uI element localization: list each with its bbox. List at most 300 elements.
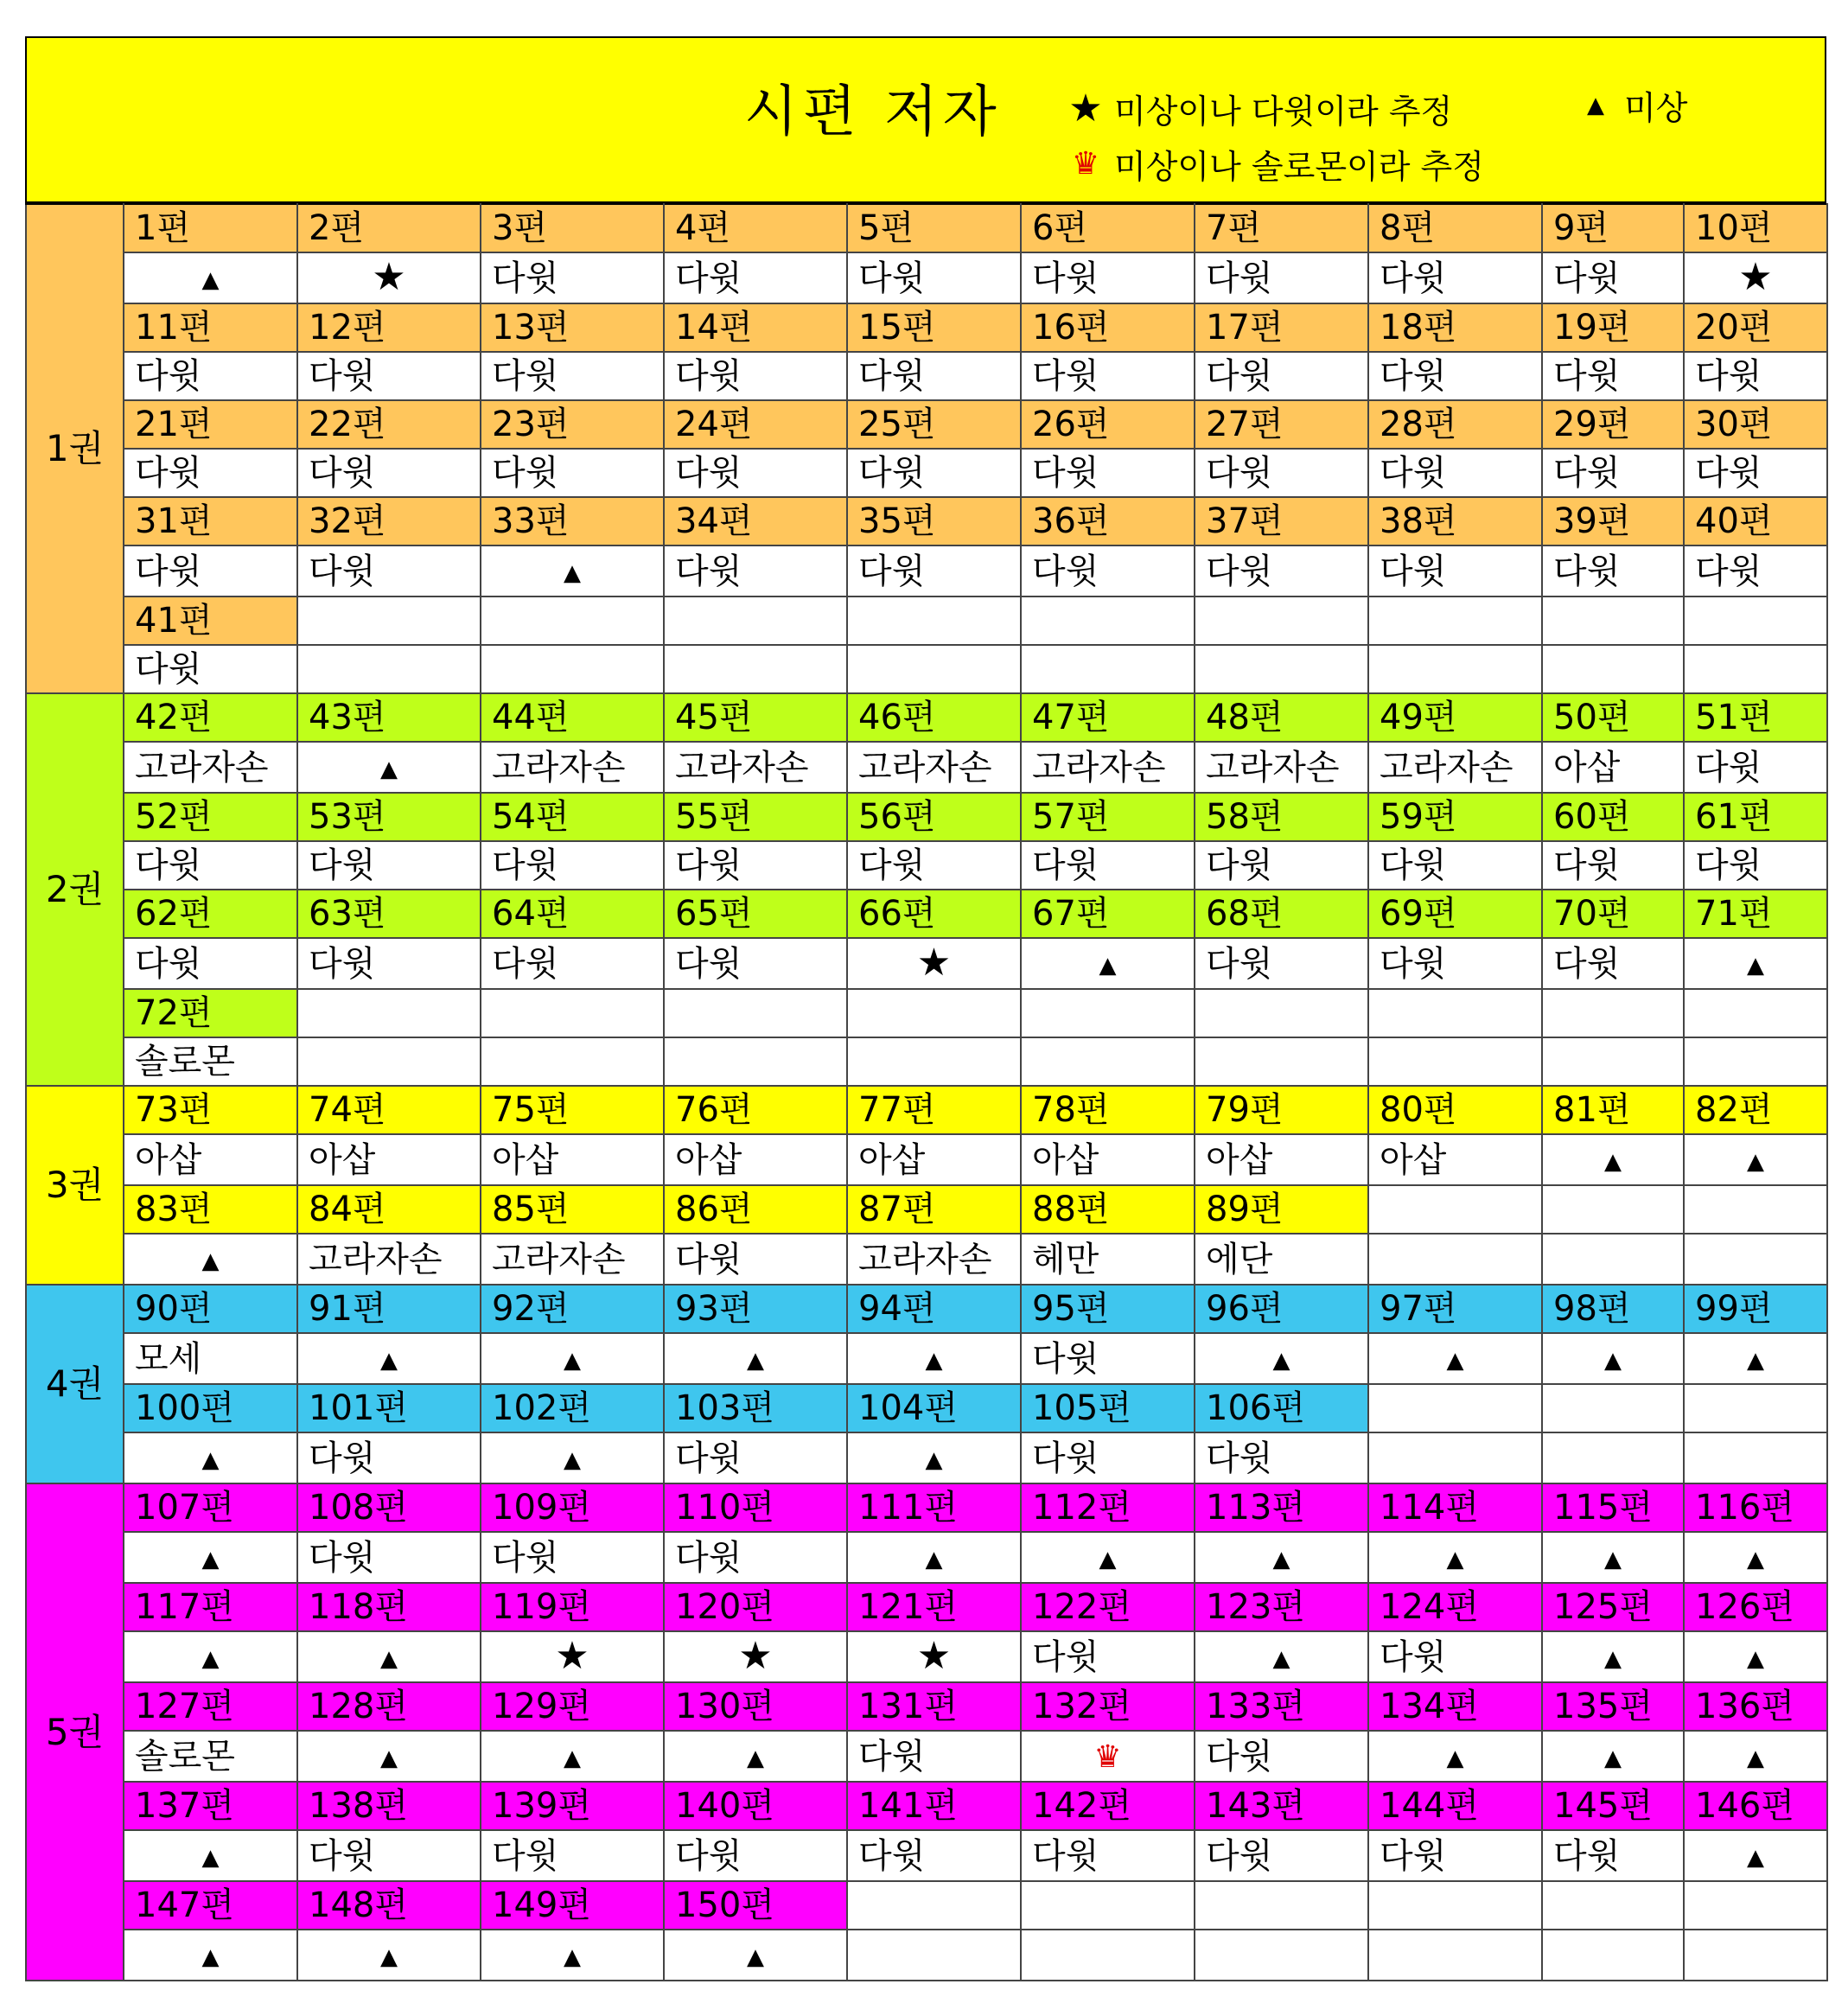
psalm-number-cell: 111편	[847, 1483, 1021, 1532]
star-icon: ★	[916, 1634, 952, 1678]
empty-cell	[1195, 1930, 1368, 1981]
author-name: 다윗	[675, 453, 742, 493]
author-cell	[1195, 1333, 1368, 1384]
author-name: 다윗	[1380, 258, 1447, 298]
empty-cell	[664, 597, 847, 645]
psalm-number-cell: 7편	[1195, 204, 1368, 252]
psalm-number-cell: 46편	[847, 693, 1021, 742]
author-cell	[1542, 1631, 1684, 1682]
author-cell	[1542, 252, 1684, 303]
author-cell	[1368, 1134, 1542, 1185]
psalm-number-row	[26, 989, 1827, 1037]
legend-label: 미상이나 솔로몬이라 추정	[1114, 148, 1484, 186]
author-row	[26, 1631, 1827, 1682]
psalm-number-cell: 91편	[297, 1285, 481, 1333]
author-cell	[297, 1234, 481, 1285]
author-name: 다윗	[135, 356, 202, 396]
author-cell	[1195, 1731, 1368, 1782]
author-name: 다윗	[492, 453, 559, 493]
author-name: 다윗	[492, 356, 559, 396]
psalm-number-cell: 16편	[1021, 303, 1195, 352]
author-cell	[847, 742, 1021, 793]
author-name: 고라자손	[309, 1239, 443, 1279]
author-cell	[1195, 938, 1368, 989]
author-name: 다윗	[858, 258, 926, 298]
author-cell	[664, 841, 847, 890]
author-name: 다윗	[1695, 747, 1762, 788]
author-cell	[847, 1333, 1021, 1384]
psalm-number-cell: 33편	[481, 497, 664, 545]
psalm-number-cell: 143편	[1195, 1782, 1368, 1830]
author-cell	[1368, 1532, 1542, 1583]
psalm-number-cell: 130편	[664, 1682, 847, 1731]
author-cell	[664, 1134, 847, 1185]
author-cell	[847, 252, 1021, 303]
author-cell	[124, 1631, 297, 1682]
triangle-icon: ▲	[1272, 1646, 1290, 1672]
psalm-number-cell: 77편	[847, 1086, 1021, 1134]
author-name: 다윗	[1032, 1636, 1099, 1677]
author-row	[26, 938, 1827, 989]
psalm-number-cell: 45편	[664, 693, 847, 742]
author-cell	[297, 841, 481, 890]
author-cell	[1021, 1234, 1195, 1285]
author-name: 아삽	[1206, 1139, 1273, 1180]
author-name: 다윗	[1032, 258, 1099, 298]
author-cell	[1195, 841, 1368, 890]
empty-cell	[1684, 1384, 1827, 1432]
author-name: 아삽	[675, 1139, 742, 1180]
psalm-number-cell: 36편	[1021, 497, 1195, 545]
triangle-icon: ▲	[380, 1348, 398, 1374]
author-cell	[1368, 1333, 1542, 1384]
author-cell	[847, 841, 1021, 890]
psalm-number-cell: 81편	[1542, 1086, 1684, 1134]
author-cell	[1684, 1134, 1827, 1185]
author-row	[26, 1830, 1827, 1881]
author-cell	[124, 1333, 297, 1384]
triangle-icon: ▲	[1272, 1547, 1290, 1573]
author-cell	[481, 352, 664, 400]
psalm-number-cell: 117편	[124, 1583, 297, 1631]
author-cell	[1542, 545, 1684, 597]
author-cell	[481, 1234, 664, 1285]
triangle-icon: ▲	[1604, 1745, 1622, 1771]
psalm-number-cell: 82편	[1684, 1086, 1827, 1134]
author-cell	[124, 252, 297, 303]
author-row	[26, 1134, 1827, 1185]
author-cell	[1542, 352, 1684, 400]
psalm-number-cell: 149편	[481, 1881, 664, 1930]
author-name: 다윗	[1380, 1636, 1447, 1677]
psalm-number-cell: 66편	[847, 890, 1021, 938]
psalm-number-cell: 109편	[481, 1483, 664, 1532]
psalm-number-cell: 62편	[124, 890, 297, 938]
psalm-number-cell: 119편	[481, 1583, 664, 1631]
triangle-icon: ▲	[1272, 1348, 1290, 1374]
author-cell	[1684, 1830, 1827, 1881]
triangle-icon: ▲	[201, 1646, 220, 1672]
triangle-icon: ▲	[1747, 1547, 1764, 1573]
empty-cell	[664, 1037, 847, 1086]
empty-cell	[1195, 1881, 1368, 1930]
author-name: 다윗	[1206, 551, 1273, 591]
empty-cell	[1195, 597, 1368, 645]
psalm-number-cell: 106편	[1195, 1384, 1368, 1432]
psalm-number-cell: 8편	[1368, 204, 1542, 252]
empty-cell	[1542, 1037, 1684, 1086]
psalm-number-row	[26, 1285, 1827, 1333]
author-name: 다윗	[675, 1239, 742, 1279]
psalm-number-cell: 10편	[1684, 204, 1827, 252]
author-cell	[847, 1631, 1021, 1682]
author-cell	[1684, 352, 1827, 400]
author-cell	[1021, 742, 1195, 793]
crown-icon: ♛	[1071, 146, 1100, 182]
author-cell	[1021, 545, 1195, 597]
psalm-number-cell: 32편	[297, 497, 481, 545]
psalm-number-cell: 100편	[124, 1384, 297, 1432]
triangle-icon: ▲	[1446, 1745, 1464, 1771]
author-name: 다윗	[1380, 453, 1447, 493]
empty-cell	[481, 645, 664, 693]
empty-cell	[1542, 645, 1684, 693]
psalm-number-cell: 41편	[124, 597, 297, 645]
psalm-number-cell: 49편	[1368, 693, 1542, 742]
psalm-number-cell: 68편	[1195, 890, 1368, 938]
empty-cell	[847, 1930, 1021, 1981]
empty-cell	[1542, 1930, 1684, 1981]
author-cell	[1195, 1134, 1368, 1185]
sheet-header	[25, 36, 1826, 203]
psalm-number-cell: 87편	[847, 1185, 1021, 1234]
author-cell	[1542, 1134, 1684, 1185]
psalm-number-cell: 21편	[124, 400, 297, 449]
psalm-number-cell: 35편	[847, 497, 1021, 545]
author-row	[26, 545, 1827, 597]
triangle-icon: ▲	[747, 1745, 764, 1771]
psalm-number-cell: 105편	[1021, 1384, 1195, 1432]
volume-label: 1권	[26, 204, 124, 693]
triangle-icon: ▲	[925, 1547, 943, 1573]
author-cell	[1021, 1731, 1195, 1782]
psalm-number-cell: 94편	[847, 1285, 1021, 1333]
author-name: 다윗	[858, 1835, 926, 1876]
psalm-number-row	[26, 793, 1827, 841]
author-name: 다윗	[675, 258, 742, 298]
psalm-number-cell: 43편	[297, 693, 481, 742]
psalm-number-cell: 134편	[1368, 1682, 1542, 1731]
psalm-number-row	[26, 497, 1827, 545]
psalm-number-cell: 25편	[847, 400, 1021, 449]
psalm-number-cell: 90편	[124, 1285, 297, 1333]
psalm-number-cell: 12편	[297, 303, 481, 352]
author-cell	[664, 1333, 847, 1384]
author-name: 헤만	[1032, 1239, 1099, 1279]
psalm-number-cell: 129편	[481, 1682, 664, 1731]
psalm-number-cell: 98편	[1542, 1285, 1684, 1333]
psalm-authors-sheet	[25, 36, 1826, 1981]
author-cell	[297, 1930, 481, 1981]
psalm-number-cell: 54편	[481, 793, 664, 841]
author-name: 다윗	[309, 1537, 376, 1578]
author-name: 다윗	[1380, 551, 1447, 591]
triangle-icon: ▲	[925, 1447, 943, 1473]
crown-icon: ♛	[1093, 1738, 1122, 1775]
author-cell	[847, 938, 1021, 989]
author-name: 아삽	[1032, 1139, 1099, 1180]
author-cell	[847, 1830, 1021, 1881]
empty-cell	[847, 989, 1021, 1037]
legend-label: 미상	[1624, 89, 1688, 127]
psalm-number-cell: 133편	[1195, 1682, 1368, 1731]
psalm-number-cell: 122편	[1021, 1583, 1195, 1631]
author-name: 다윗	[309, 1835, 376, 1876]
triangle-icon: ▲	[201, 267, 220, 293]
psalm-number-cell: 107편	[124, 1483, 297, 1532]
author-name: 다윗	[1206, 258, 1273, 298]
psalm-number-cell: 44편	[481, 693, 664, 742]
empty-cell	[1542, 1432, 1684, 1483]
empty-cell	[1684, 1185, 1827, 1234]
author-name: 다윗	[309, 1438, 376, 1478]
empty-cell	[1684, 597, 1827, 645]
psalm-number-cell: 112편	[1021, 1483, 1195, 1532]
author-cell	[1542, 449, 1684, 497]
psalm-number-cell: 124편	[1368, 1583, 1542, 1631]
psalm-number-cell: 1편	[124, 204, 297, 252]
psalm-number-cell: 93편	[664, 1285, 847, 1333]
triangle-icon: ▲	[1604, 1547, 1622, 1573]
author-cell	[1542, 1532, 1684, 1583]
psalm-number-cell: 13편	[481, 303, 664, 352]
author-name: 다윗	[309, 943, 376, 984]
author-name: 다윗	[858, 453, 926, 493]
star-icon: ★	[916, 941, 952, 985]
author-cell	[1684, 252, 1827, 303]
author-name: 에단	[1206, 1239, 1273, 1279]
author-name: 다윗	[1380, 1835, 1447, 1876]
psalm-number-cell: 37편	[1195, 497, 1368, 545]
psalm-number-cell: 86편	[664, 1185, 847, 1234]
psalm-number-cell: 57편	[1021, 793, 1195, 841]
author-cell	[847, 1731, 1021, 1782]
empty-cell	[1368, 1185, 1542, 1234]
triangle-icon: ▲	[1446, 1547, 1464, 1573]
empty-cell	[297, 1037, 481, 1086]
author-cell	[1368, 742, 1542, 793]
psalm-number-cell: 63편	[297, 890, 481, 938]
author-cell	[1542, 841, 1684, 890]
author-cell	[481, 1631, 664, 1682]
author-name: 다윗	[675, 1835, 742, 1876]
author-name: 다윗	[1206, 356, 1273, 396]
author-cell	[297, 1731, 481, 1782]
author-name: 다윗	[1553, 943, 1621, 984]
author-name: 다윗	[1553, 258, 1621, 298]
triangle-icon: ▲	[564, 1745, 581, 1771]
author-name: 다윗	[1032, 551, 1099, 591]
author-cell	[1684, 1333, 1827, 1384]
psalm-number-row	[26, 204, 1827, 252]
empty-cell	[1684, 989, 1827, 1037]
psalm-number-cell: 65편	[664, 890, 847, 938]
psalm-number-cell: 89편	[1195, 1185, 1368, 1234]
psalm-number-cell: 47편	[1021, 693, 1195, 742]
author-name: 다윗	[675, 845, 742, 885]
author-cell	[124, 742, 297, 793]
psalm-number-cell: 113편	[1195, 1483, 1368, 1532]
psalm-number-cell: 18편	[1368, 303, 1542, 352]
author-cell	[1021, 252, 1195, 303]
author-cell	[297, 1830, 481, 1881]
author-name: 고라자손	[1206, 747, 1340, 788]
author-cell	[1684, 742, 1827, 793]
author-cell	[1684, 841, 1827, 890]
author-cell	[1021, 1333, 1195, 1384]
psalm-number-cell: 2편	[297, 204, 481, 252]
author-cell	[847, 1532, 1021, 1583]
author-name: 아삽	[309, 1139, 376, 1180]
author-name: 다윗	[1206, 845, 1273, 885]
empty-cell	[1195, 989, 1368, 1037]
author-cell	[1195, 1234, 1368, 1285]
author-cell	[297, 352, 481, 400]
triangle-icon: ▲	[564, 560, 581, 586]
author-name: 고라자손	[492, 747, 626, 788]
psalm-number-cell: 48편	[1195, 693, 1368, 742]
author-row	[26, 742, 1827, 793]
psalm-number-cell: 75편	[481, 1086, 664, 1134]
author-cell	[1021, 1532, 1195, 1583]
author-name: 다윗	[1032, 1338, 1099, 1379]
author-name: 다윗	[135, 551, 202, 591]
psalm-number-cell: 95편	[1021, 1285, 1195, 1333]
author-cell	[124, 841, 297, 890]
author-name: 다윗	[1206, 1438, 1273, 1478]
empty-cell	[1021, 1930, 1195, 1981]
author-cell	[1195, 1432, 1368, 1483]
author-cell	[1542, 1830, 1684, 1881]
psalm-number-cell: 58편	[1195, 793, 1368, 841]
author-cell	[847, 1234, 1021, 1285]
empty-cell	[1542, 1185, 1684, 1234]
psalm-number-cell: 73편	[124, 1086, 297, 1134]
triangle-icon: ▲	[1587, 92, 1604, 118]
author-name: 다윗	[492, 1835, 559, 1876]
empty-cell	[1021, 1881, 1195, 1930]
triangle-icon: ▲	[564, 1447, 581, 1473]
psalm-number-cell: 71편	[1684, 890, 1827, 938]
author-cell	[664, 1830, 847, 1881]
author-name: 다윗	[1553, 453, 1621, 493]
psalm-number-cell: 39편	[1542, 497, 1684, 545]
psalm-number-cell: 101편	[297, 1384, 481, 1432]
psalm-number-cell: 79편	[1195, 1086, 1368, 1134]
psalm-number-cell: 138편	[297, 1782, 481, 1830]
psalm-number-cell: 20편	[1684, 303, 1827, 352]
psalm-number-cell: 131편	[847, 1682, 1021, 1731]
psalm-number-cell: 141편	[847, 1782, 1021, 1830]
psalm-number-cell: 61편	[1684, 793, 1827, 841]
author-name: 다윗	[135, 453, 202, 493]
empty-cell	[1021, 989, 1195, 1037]
empty-cell	[1368, 989, 1542, 1037]
psalm-number-cell: 74편	[297, 1086, 481, 1134]
psalm-number-cell: 42편	[124, 693, 297, 742]
author-cell	[1368, 1830, 1542, 1881]
author-name: 다윗	[1206, 1736, 1273, 1777]
star-icon: ★	[1068, 86, 1103, 131]
author-cell	[1021, 1432, 1195, 1483]
star-icon: ★	[738, 1634, 773, 1678]
psalm-number-cell: 52편	[124, 793, 297, 841]
psalm-number-row	[26, 400, 1827, 449]
psalm-number-cell: 55편	[664, 793, 847, 841]
psalm-author-table	[25, 203, 1828, 1981]
author-cell	[297, 252, 481, 303]
author-cell	[297, 449, 481, 497]
author-name: 고라자손	[135, 747, 269, 788]
author-cell	[481, 1432, 664, 1483]
triangle-icon: ▲	[1099, 953, 1117, 979]
author-cell	[297, 742, 481, 793]
author-cell	[297, 938, 481, 989]
psalm-number-cell: 116편	[1684, 1483, 1827, 1532]
author-cell	[481, 1134, 664, 1185]
author-cell	[664, 1234, 847, 1285]
author-cell	[1195, 742, 1368, 793]
empty-cell	[1021, 645, 1195, 693]
empty-cell	[1542, 1881, 1684, 1930]
volume-label: 2권	[26, 693, 124, 1086]
author-name: 다윗	[1380, 845, 1447, 885]
triangle-icon: ▲	[201, 1547, 220, 1573]
author-cell	[847, 1134, 1021, 1185]
triangle-icon: ▲	[1747, 1348, 1764, 1374]
author-name: 다윗	[858, 551, 926, 591]
psalm-number-cell: 4편	[664, 204, 847, 252]
author-cell	[124, 1432, 297, 1483]
author-name: 다윗	[675, 1438, 742, 1478]
empty-cell	[1368, 1234, 1542, 1285]
psalm-number-row	[26, 1881, 1827, 1930]
empty-cell	[1542, 1384, 1684, 1432]
author-cell	[1021, 1134, 1195, 1185]
author-cell	[664, 1631, 847, 1682]
author-name: 다윗	[135, 943, 202, 984]
psalm-number-cell: 53편	[297, 793, 481, 841]
empty-cell	[1684, 1432, 1827, 1483]
author-row	[26, 1432, 1827, 1483]
author-name: 고라자손	[1380, 747, 1513, 788]
legend-item-unknown	[1574, 81, 1687, 129]
author-cell	[1542, 1333, 1684, 1384]
triangle-icon: ▲	[925, 1348, 943, 1374]
psalm-number-cell: 144편	[1368, 1782, 1542, 1830]
psalm-number-cell: 64편	[481, 890, 664, 938]
author-cell	[481, 1731, 664, 1782]
empty-cell	[664, 989, 847, 1037]
page-title: 시편 저자	[744, 80, 1002, 144]
empty-cell	[847, 1037, 1021, 1086]
psalm-number-cell: 11편	[124, 303, 297, 352]
legend-label: 미상이나 다윗이라 추정	[1114, 93, 1453, 131]
psalm-number-cell: 17편	[1195, 303, 1368, 352]
author-row	[26, 352, 1827, 400]
psalm-number-cell: 114편	[1368, 1483, 1542, 1532]
legend-item-estimated-solomon	[1064, 140, 1484, 188]
